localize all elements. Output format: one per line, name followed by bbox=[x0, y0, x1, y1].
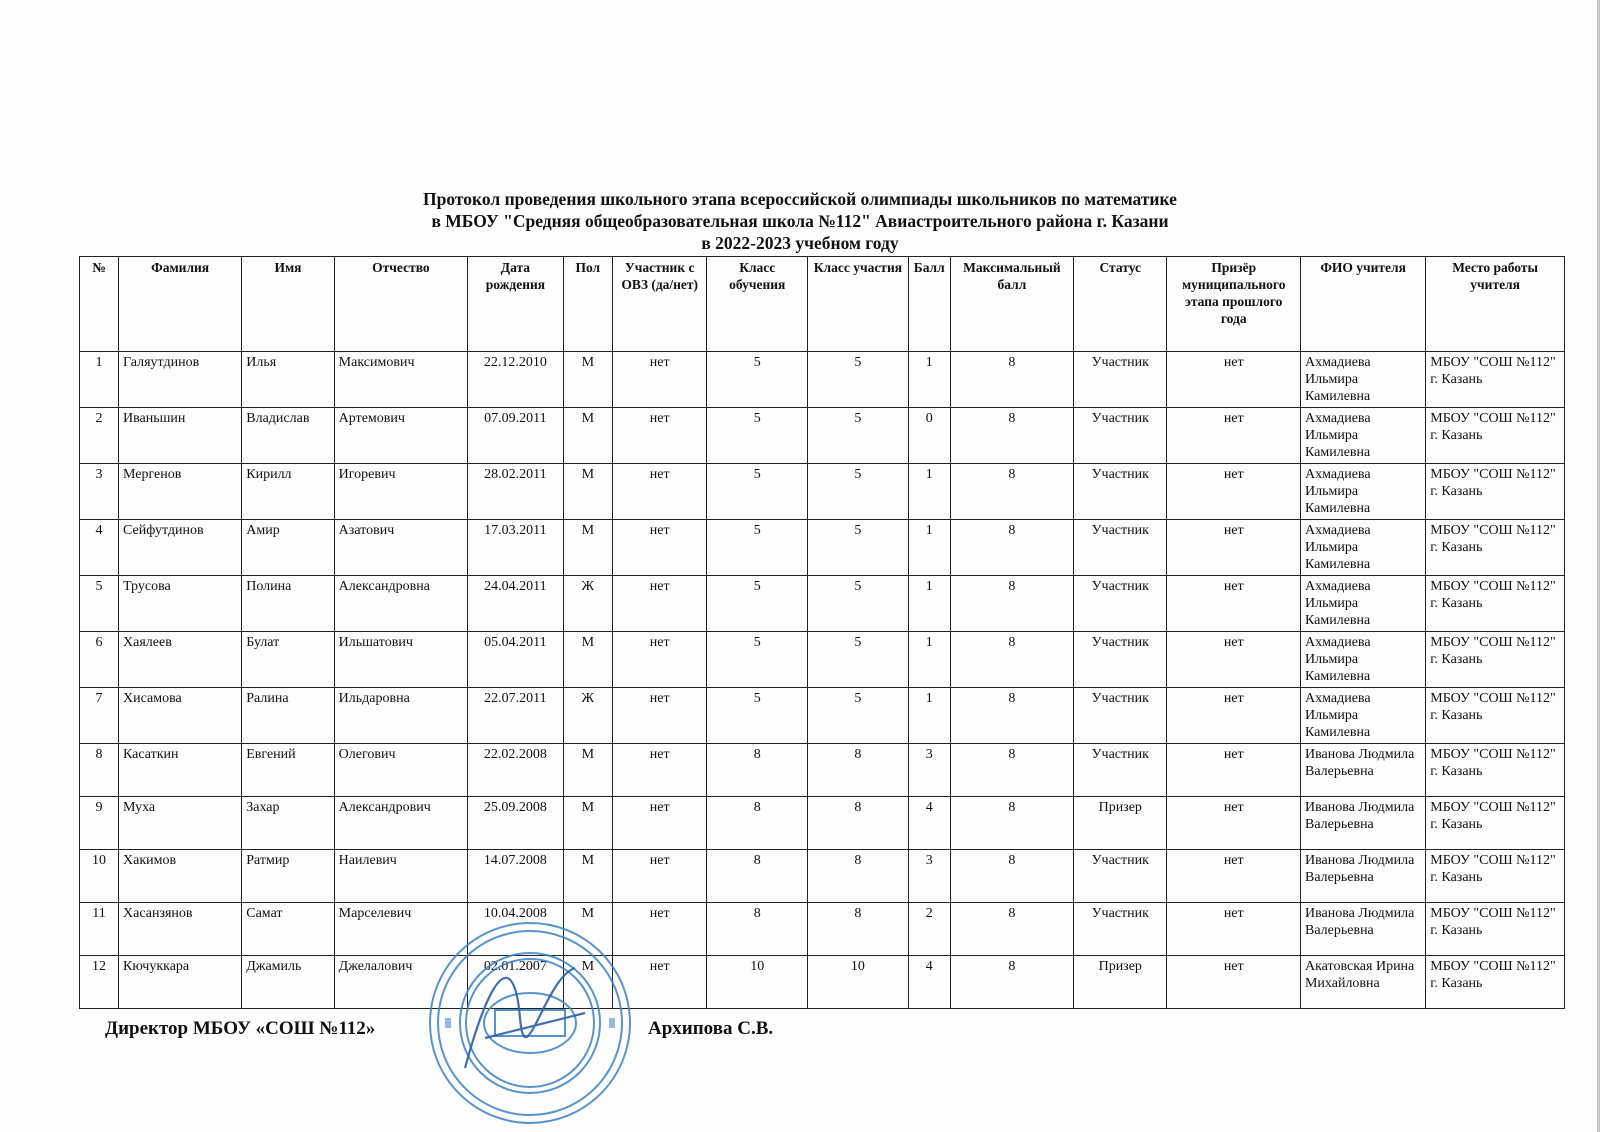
table-cell: МБОУ "СОШ №112" г. Казань bbox=[1426, 576, 1565, 632]
table-cell: Евгений bbox=[242, 744, 334, 797]
table-cell: МБОУ "СОШ №112" г. Казань bbox=[1426, 744, 1565, 797]
table-cell: 5 bbox=[707, 464, 808, 520]
table-cell: М bbox=[563, 903, 612, 956]
table-cell: Ильдаровна bbox=[334, 688, 468, 744]
table-cell: М bbox=[563, 408, 612, 464]
table-header-row bbox=[80, 257, 1565, 352]
table-row bbox=[80, 688, 1565, 744]
table-cell: 5 bbox=[707, 408, 808, 464]
table-cell: Самат bbox=[242, 903, 334, 956]
column-header: Класс обучения bbox=[707, 257, 808, 352]
table-cell: Кючуккара bbox=[119, 956, 242, 1009]
table-cell: 8 bbox=[707, 850, 808, 903]
table-cell: 22.02.2008 bbox=[468, 744, 564, 797]
table-cell: Призер bbox=[1074, 956, 1167, 1009]
table-cell: 8 bbox=[950, 850, 1073, 903]
table-cell: 8 bbox=[950, 956, 1073, 1009]
table-cell: нет bbox=[612, 576, 706, 632]
table-cell: 17.03.2011 bbox=[468, 520, 564, 576]
table-cell: Акатовская Ирина Михайловна bbox=[1300, 956, 1425, 1009]
table-cell: Амир bbox=[242, 520, 334, 576]
column-header: Статус bbox=[1074, 257, 1167, 352]
table-cell: нет bbox=[1167, 688, 1301, 744]
table-cell: Муха bbox=[119, 797, 242, 850]
table-cell: 4 bbox=[908, 956, 950, 1009]
table-row bbox=[80, 744, 1565, 797]
table-cell: 1 bbox=[908, 576, 950, 632]
table-cell: Олегович bbox=[334, 744, 468, 797]
table-row bbox=[80, 956, 1565, 1009]
table-cell: 14.07.2008 bbox=[468, 850, 564, 903]
table-cell: нет bbox=[1167, 632, 1301, 688]
table-cell: Ж bbox=[563, 576, 612, 632]
table-cell: 2 bbox=[80, 408, 119, 464]
table-cell: Владислав bbox=[242, 408, 334, 464]
table-cell: нет bbox=[1167, 744, 1301, 797]
table-cell: 22.07.2011 bbox=[468, 688, 564, 744]
table-cell: Игоревич bbox=[334, 464, 468, 520]
table-cell: 5 bbox=[808, 352, 909, 408]
table-cell: Захар bbox=[242, 797, 334, 850]
table-cell: Трусова bbox=[119, 576, 242, 632]
table-cell: Ахмадиева Ильмира Камилевна bbox=[1300, 464, 1425, 520]
table-cell: 4 bbox=[80, 520, 119, 576]
table-cell: 11 bbox=[80, 903, 119, 956]
table-cell: Ахмадиева Ильмира Камилевна bbox=[1300, 352, 1425, 408]
table-row bbox=[80, 850, 1565, 903]
table-cell: 25.09.2008 bbox=[468, 797, 564, 850]
table-cell: 1 bbox=[908, 464, 950, 520]
table-cell: Участник bbox=[1074, 464, 1167, 520]
table-cell: 2 bbox=[908, 903, 950, 956]
table-cell: МБОУ "СОШ №112" г. Казань bbox=[1426, 850, 1565, 903]
table-cell: 8 bbox=[950, 632, 1073, 688]
table-cell: 1 bbox=[908, 688, 950, 744]
table-cell: 10 bbox=[707, 956, 808, 1009]
table-cell: 8 bbox=[950, 576, 1073, 632]
table-cell: 7 bbox=[80, 688, 119, 744]
column-header: Призёр муниципального этапа прошлого года bbox=[1167, 257, 1301, 352]
table-cell: нет bbox=[1167, 576, 1301, 632]
table-cell: 5 bbox=[707, 688, 808, 744]
table-cell: 8 bbox=[950, 744, 1073, 797]
table-cell: 5 bbox=[808, 576, 909, 632]
results-table bbox=[79, 256, 1565, 1009]
table-cell: Участник bbox=[1074, 850, 1167, 903]
table-cell: 8 bbox=[808, 744, 909, 797]
table-cell: 8 bbox=[950, 408, 1073, 464]
table-cell: Ахмадиева Ильмира Камилевна bbox=[1300, 576, 1425, 632]
column-header: Балл bbox=[908, 257, 950, 352]
table-cell: 8 bbox=[950, 903, 1073, 956]
table-row bbox=[80, 408, 1565, 464]
table-cell: Участник bbox=[1074, 744, 1167, 797]
table-cell: 5 bbox=[707, 632, 808, 688]
table-cell: Галяутдинов bbox=[119, 352, 242, 408]
table-cell: Илья bbox=[242, 352, 334, 408]
column-header: Класс участия bbox=[808, 257, 909, 352]
table-cell: Мергенов bbox=[119, 464, 242, 520]
table-cell: М bbox=[563, 520, 612, 576]
table-cell: Джамиль bbox=[242, 956, 334, 1009]
table-cell: 24.04.2011 bbox=[468, 576, 564, 632]
table-cell: 5 bbox=[707, 576, 808, 632]
title-line-2: в МБОУ "Средняя общеобразовательная школа №112" Авиастроительного района г. Казани bbox=[431, 211, 1169, 231]
table-cell: Иванова Людмила Валерьевна bbox=[1300, 744, 1425, 797]
table-cell: Иваньшин bbox=[119, 408, 242, 464]
director-label: Директор МБОУ «СОШ №112» bbox=[105, 1018, 376, 1039]
table-cell: нет bbox=[612, 464, 706, 520]
table-cell: нет bbox=[612, 956, 706, 1009]
table-cell: Хасанзянов bbox=[119, 903, 242, 956]
table-cell: МБОУ "СОШ №112" г. Казань bbox=[1426, 464, 1565, 520]
table-cell: Марселевич bbox=[334, 903, 468, 956]
column-header: Отчество bbox=[334, 257, 468, 352]
table-row bbox=[80, 632, 1565, 688]
table-cell: Участник bbox=[1074, 520, 1167, 576]
table-cell: нет bbox=[1167, 797, 1301, 850]
table-cell: Джелалович bbox=[334, 956, 468, 1009]
title-line-3: в 2022-2023 учебном году bbox=[701, 233, 899, 253]
table-cell: 1 bbox=[908, 352, 950, 408]
table-cell: 5 bbox=[808, 688, 909, 744]
table-cell: Азатович bbox=[334, 520, 468, 576]
table-cell: Участник bbox=[1074, 352, 1167, 408]
table-cell: 8 bbox=[950, 352, 1073, 408]
table-cell: М bbox=[563, 632, 612, 688]
table-cell: Александровна bbox=[334, 576, 468, 632]
table-cell: 8 bbox=[707, 903, 808, 956]
table-cell: М bbox=[563, 464, 612, 520]
table-cell: Иванова Людмила Валерьевна bbox=[1300, 850, 1425, 903]
column-header: Дата рождения bbox=[468, 257, 564, 352]
table-cell: Ралина bbox=[242, 688, 334, 744]
table-cell: 5 bbox=[80, 576, 119, 632]
table-cell: нет bbox=[612, 744, 706, 797]
table-cell: 5 bbox=[808, 520, 909, 576]
table-cell: 1 bbox=[80, 352, 119, 408]
table-cell: 8 bbox=[950, 464, 1073, 520]
table-cell: 8 bbox=[950, 520, 1073, 576]
table-cell: 10 bbox=[80, 850, 119, 903]
table-cell: Булат bbox=[242, 632, 334, 688]
table-cell: 5 bbox=[808, 408, 909, 464]
table-cell: нет bbox=[612, 850, 706, 903]
table-cell: М bbox=[563, 956, 612, 1009]
table-cell: 22.12.2010 bbox=[468, 352, 564, 408]
table-cell: 8 bbox=[80, 744, 119, 797]
table-cell: нет bbox=[612, 408, 706, 464]
table-cell: 07.09.2011 bbox=[468, 408, 564, 464]
table-cell: Ильшатович bbox=[334, 632, 468, 688]
table-cell: Ахмадиева Ильмира Камилевна bbox=[1300, 632, 1425, 688]
table-cell: 8 bbox=[808, 903, 909, 956]
table-cell: Сейфутдинов bbox=[119, 520, 242, 576]
table-row bbox=[80, 797, 1565, 850]
table-cell: МБОУ "СОШ №112" г. Казань bbox=[1426, 688, 1565, 744]
table-cell: 3 bbox=[908, 744, 950, 797]
table-cell: 0 bbox=[908, 408, 950, 464]
director-name: Архипова С.В. bbox=[648, 1018, 774, 1039]
table-cell: Кирилл bbox=[242, 464, 334, 520]
table-cell: Призер bbox=[1074, 797, 1167, 850]
table-cell: нет bbox=[612, 352, 706, 408]
table-cell: МБОУ "СОШ №112" г. Казань bbox=[1426, 903, 1565, 956]
document-title bbox=[0, 188, 1600, 254]
table-cell: нет bbox=[1167, 850, 1301, 903]
table-cell: 10 bbox=[808, 956, 909, 1009]
table-cell: 6 bbox=[80, 632, 119, 688]
table-cell: 5 bbox=[808, 632, 909, 688]
table-cell: МБОУ "СОШ №112" г. Казань bbox=[1426, 520, 1565, 576]
table-cell: Иванова Людмила Валерьевна bbox=[1300, 797, 1425, 850]
table-cell: Участник bbox=[1074, 688, 1167, 744]
table-cell: МБОУ "СОШ №112" г. Казань bbox=[1426, 797, 1565, 850]
table-cell: нет bbox=[1167, 408, 1301, 464]
table-cell: 8 bbox=[950, 688, 1073, 744]
table-cell: Артемович bbox=[334, 408, 468, 464]
table-cell: Ахмадиева Ильмира Камилевна bbox=[1300, 520, 1425, 576]
table-cell: М bbox=[563, 352, 612, 408]
table-cell: 3 bbox=[908, 850, 950, 903]
table-cell: нет bbox=[1167, 956, 1301, 1009]
table-body bbox=[80, 352, 1565, 1009]
table-cell: 02.01.2007 bbox=[468, 956, 564, 1009]
table-cell: 8 bbox=[950, 797, 1073, 850]
column-header: Пол bbox=[563, 257, 612, 352]
table-cell: Максимович bbox=[334, 352, 468, 408]
table-cell: Хисамова bbox=[119, 688, 242, 744]
table-cell: нет bbox=[612, 688, 706, 744]
table-cell: МБОУ "СОШ №112" г. Казань bbox=[1426, 956, 1565, 1009]
table-cell: 8 bbox=[808, 797, 909, 850]
table-cell: М bbox=[563, 797, 612, 850]
table-cell: М bbox=[563, 744, 612, 797]
table-cell: нет bbox=[612, 632, 706, 688]
table-cell: Ахмадиева Ильмира Камилевна bbox=[1300, 688, 1425, 744]
table-cell: 4 bbox=[908, 797, 950, 850]
table-cell: Участник bbox=[1074, 632, 1167, 688]
table-cell: 8 bbox=[707, 744, 808, 797]
table-cell: 1 bbox=[908, 632, 950, 688]
table-cell: МБОУ "СОШ №112" г. Казань bbox=[1426, 352, 1565, 408]
table-row bbox=[80, 520, 1565, 576]
table-row bbox=[80, 576, 1565, 632]
column-header: Место работы учителя bbox=[1426, 257, 1565, 352]
table-cell: 1 bbox=[908, 520, 950, 576]
table-cell: 9 bbox=[80, 797, 119, 850]
column-header: Участник с ОВЗ (да/нет) bbox=[612, 257, 706, 352]
table-cell: нет bbox=[1167, 903, 1301, 956]
column-header: ФИО учителя bbox=[1300, 257, 1425, 352]
column-header: № bbox=[80, 257, 119, 352]
table-cell: Хаялеев bbox=[119, 632, 242, 688]
table-cell: Иванова Людмила Валерьевна bbox=[1300, 903, 1425, 956]
table-cell: 10.04.2008 bbox=[468, 903, 564, 956]
table-cell: М bbox=[563, 850, 612, 903]
table-cell: 3 bbox=[80, 464, 119, 520]
table-cell: Александрович bbox=[334, 797, 468, 850]
table-cell: Ж bbox=[563, 688, 612, 744]
table-cell: Участник bbox=[1074, 903, 1167, 956]
table-row bbox=[80, 464, 1565, 520]
table-cell: 5 bbox=[707, 352, 808, 408]
table-cell: нет bbox=[612, 797, 706, 850]
table-cell: 8 bbox=[808, 850, 909, 903]
table-cell: нет bbox=[612, 520, 706, 576]
table-cell: 12 bbox=[80, 956, 119, 1009]
table-cell: Ахмадиева Ильмира Камилевна bbox=[1300, 408, 1425, 464]
column-header: Максимальный балл bbox=[950, 257, 1073, 352]
table-cell: нет bbox=[1167, 520, 1301, 576]
table-cell: нет bbox=[612, 903, 706, 956]
table-cell: Касаткин bbox=[119, 744, 242, 797]
title-line-1: Протокол проведения школьного этапа всероссийской олимпиады школьников по математике bbox=[423, 189, 1177, 209]
table-cell: 5 bbox=[808, 464, 909, 520]
table-cell: МБОУ "СОШ №112" г. Казань bbox=[1426, 408, 1565, 464]
table-cell: нет bbox=[1167, 464, 1301, 520]
table-cell: Хакимов bbox=[119, 850, 242, 903]
table-cell: Участник bbox=[1074, 408, 1167, 464]
table-cell: 05.04.2011 bbox=[468, 632, 564, 688]
table-cell: МБОУ "СОШ №112" г. Казань bbox=[1426, 632, 1565, 688]
table-cell: нет bbox=[1167, 352, 1301, 408]
table-cell: 5 bbox=[707, 520, 808, 576]
table-row bbox=[80, 903, 1565, 956]
table-cell: 28.02.2011 bbox=[468, 464, 564, 520]
table-cell: Полина bbox=[242, 576, 334, 632]
table-cell: 8 bbox=[707, 797, 808, 850]
table-cell: Ратмир bbox=[242, 850, 334, 903]
school-seal-stamp bbox=[425, 918, 635, 1128]
table-row bbox=[80, 352, 1565, 408]
column-header: Фамилия bbox=[119, 257, 242, 352]
table-cell: Участник bbox=[1074, 576, 1167, 632]
table-cell: Наилевич bbox=[334, 850, 468, 903]
column-header: Имя bbox=[242, 257, 334, 352]
